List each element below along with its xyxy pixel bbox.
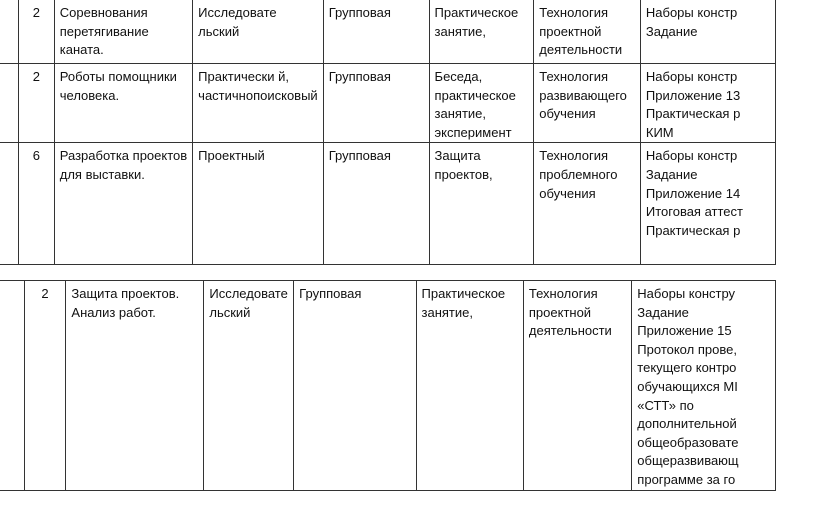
materials-line: Приложение 13 <box>645 87 741 103</box>
hours-cell <box>24 281 66 491</box>
technology-cell <box>523 281 631 491</box>
technology-line: Технология <box>539 5 609 20</box>
topic-line: Защита проектов. <box>71 286 180 301</box>
hours-line: 2 <box>32 5 40 20</box>
method-line: льский <box>209 304 251 320</box>
method-line: частичнопоисковый <box>198 87 318 103</box>
method-cell <box>204 281 294 491</box>
method-line: Исследовате <box>209 286 288 301</box>
topic-line: Соревнования <box>59 5 148 20</box>
technology-line: развивающего <box>539 87 627 103</box>
activity-type-cell <box>416 281 523 491</box>
lesson-number-cell <box>0 143 18 265</box>
method-line: Проектный <box>198 148 265 164</box>
materials-line: программе за го <box>637 471 736 487</box>
activity-type-line: Практическое <box>421 286 506 301</box>
technology-cell <box>534 64 641 143</box>
activity-type-line: эксперимент <box>434 124 512 140</box>
materials-line: Задание <box>645 166 698 182</box>
materials-line: КИМ <box>645 124 674 140</box>
materials-line: Наборы констр <box>645 5 738 20</box>
lesson-number-line <box>0 166 13 185</box>
hours-line: 2 <box>32 69 40 84</box>
topic-line: каната. <box>59 42 104 58</box>
materials-line: обучающихся МІ <box>637 378 738 394</box>
form-line: Групповая <box>328 148 391 164</box>
topic-cell <box>54 143 192 265</box>
materials-cell <box>632 281 776 491</box>
hours-line: 2 <box>41 286 49 301</box>
topic-line: Анализ работ. <box>71 304 156 320</box>
materials-line: Приложение 14 <box>645 185 741 201</box>
lesson-number-line <box>0 240 13 259</box>
materials-cell <box>640 0 775 64</box>
activity-type-line: Защита <box>434 148 481 164</box>
materials-line: «СТТ» по <box>637 397 694 413</box>
materials-line: Практическая р <box>645 222 741 238</box>
technology-line: проектной <box>539 23 602 39</box>
materials-line: Наборы констру <box>637 286 736 301</box>
hours-cell <box>18 143 54 265</box>
materials-line: общеобразовате <box>637 434 739 450</box>
topic-cell <box>54 64 192 143</box>
method-cell <box>193 0 324 64</box>
topic-cell <box>54 0 192 64</box>
lesson-number-line <box>0 203 13 222</box>
technology-cell <box>534 0 641 64</box>
activity-type-cell <box>429 143 534 265</box>
method-line: Исследовате <box>198 5 277 20</box>
method-cell <box>193 143 324 265</box>
form-cell <box>294 281 416 491</box>
materials-cell <box>640 64 775 143</box>
lesson-number-line <box>0 304 19 323</box>
topic-line: перетягивание <box>59 23 149 39</box>
technology-line: Технология <box>539 148 609 164</box>
table-row <box>0 143 776 265</box>
table-row <box>0 0 776 64</box>
technology-line: деятельности <box>528 323 612 339</box>
materials-line: общеразвивающ <box>637 453 739 469</box>
technology-line: деятельности <box>539 42 623 58</box>
lesson-number-line <box>0 68 13 87</box>
technology-line: Технология <box>539 69 609 84</box>
lesson-number-cell <box>0 64 18 143</box>
lesson-number-line <box>0 87 13 106</box>
topic-line: Роботы помощники <box>59 69 177 84</box>
technology-line: проектной <box>528 304 592 320</box>
lesson-number-line <box>0 23 13 42</box>
materials-line: Практическая р <box>645 106 741 122</box>
technology-line: обучения <box>539 185 596 201</box>
technology-line: проблемного <box>539 166 618 182</box>
method-cell <box>193 64 324 143</box>
technology-line: обучения <box>539 106 596 122</box>
lesson-number-cell <box>0 281 24 491</box>
materials-line: Задание <box>637 304 689 320</box>
hours-line: 6 <box>32 148 40 164</box>
table-row <box>0 64 776 143</box>
lesson-plan-table <box>0 0 776 265</box>
form-cell <box>323 0 429 64</box>
form-line: Групповая <box>328 5 391 20</box>
hours-cell <box>18 0 54 64</box>
topic-line: для выставки. <box>59 166 145 182</box>
materials-line: Наборы констр <box>645 148 738 164</box>
form-cell <box>323 64 429 143</box>
lesson-number-line <box>0 185 13 204</box>
materials-line: Наборы констр <box>645 69 738 84</box>
activity-type-line: проектов, <box>434 166 493 182</box>
technology-cell <box>534 143 641 265</box>
topic-line: человека. <box>59 87 120 103</box>
materials-line: Протокол прове, <box>637 341 737 357</box>
technology-line: Технология <box>528 286 598 301</box>
materials-line: Приложение 15 <box>637 323 732 339</box>
activity-type-line: занятие, <box>434 23 487 39</box>
topic-cell <box>66 281 204 491</box>
form-line: Групповая <box>299 286 362 301</box>
topic-line: Разработка проектов <box>59 148 188 164</box>
activity-type-line: занятие, <box>434 106 487 122</box>
materials-cell <box>640 143 775 265</box>
activity-type-line: Практическое <box>434 5 519 20</box>
lesson-number-line <box>0 285 19 304</box>
activity-type-line: занятие, <box>421 304 473 320</box>
lesson-number-line <box>0 4 13 23</box>
form-line: Групповая <box>328 69 391 84</box>
hours-cell <box>18 64 54 143</box>
method-line: льский <box>198 23 240 39</box>
activity-type-cell <box>429 64 534 143</box>
materials-line: дополнительной <box>637 416 737 432</box>
form-cell <box>323 143 429 265</box>
method-line: Практически й, <box>198 69 289 84</box>
lesson-plan-table-continued <box>0 280 776 491</box>
materials-line: Итоговая аттест <box>645 204 743 220</box>
activity-type-cell <box>429 0 534 64</box>
materials-line: Задание <box>645 23 698 39</box>
lesson-number-cell <box>0 0 18 64</box>
table-row <box>0 281 776 491</box>
activity-type-line: Беседа, <box>434 69 483 84</box>
lesson-number-line <box>0 147 13 166</box>
materials-line: текущего контро <box>637 360 737 376</box>
activity-type-line: практическое <box>434 87 516 103</box>
lesson-number-line <box>0 222 13 241</box>
